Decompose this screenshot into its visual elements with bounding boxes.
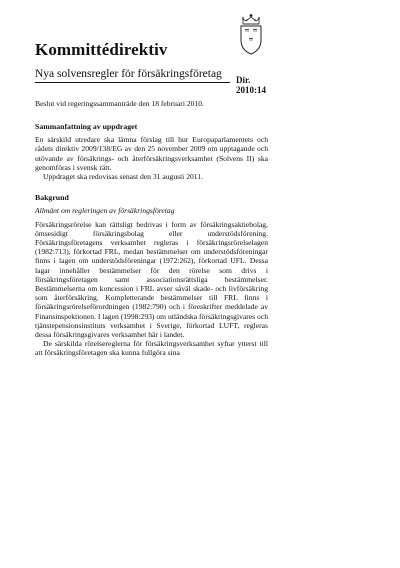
background-paragraph: De särskilda rörelsereglerna för försäkringsverksamhet syftar ytterst till att försäkringsföretagen ska kunna fullgöra sina [35,339,268,358]
title-rule [35,82,230,83]
summary-paragraph: Uppdraget ska redovisas senast den 31 augusti 2011. [43,172,203,182]
directive-number: 2010:14 [236,85,266,95]
swedish-coat-of-arms-icon [236,12,266,58]
summary-heading: Sammanfattning av uppdraget [35,122,138,131]
background-section [35,193,268,357]
background-heading: Bakgrund [35,193,69,203]
directive-label: Dir. [236,75,251,85]
summary-paragraph: En särskild utredare ska lämna förslag till hur Europaparlamentets och rådets direktiv 2009/138/EG av den 25 november 2009 om upptagande och utövande av försäkrings- och återförsäkringsverksamhet (Solvens II) ska genomföras i svensk rätt. [35,135,268,172]
background-paragraph: Försäkringsrörelse kan rättsligt bedrivas i form av försäkringsaktiebolag, ömsesidigt försäkringsbolag eller understödsförening. Försäkringsföretagens verksamhet regleras i försäkringsrörelselagen (1982:713), förkortad FRL, medan bestämmelser om understödsföreningar finns i lagen om understödsföreningar (1972:262), förkortad UFL. Dessa lagar innehåller bestämmelser för den rörelse som drivs i försäkringsföretagen samt associationsrättsliga bestämmelser. Bestämmelserna om koncession i FRL avser såväl skade- och livförsäkring som återförsäkring. Kompletterande bestämmelser till FRL finns i försäkringsrörelseförordningen (1982:790) och i föreskrifter meddelade av Finansinspektionen. I lagen (1998:293) om utländska försäkringsgivares och tjänstepensionsinstituts verksamhet i Sverige, förkortad LUFT, regleras dessa försäkringsgivares verksamhet här i landet. [35,219,268,340]
page-subtitle: Nya solvensregler för försäkringsföretag [35,68,222,80]
decision-line: Beslut vid regeringssammanträde den 18 februari 2010. [35,99,204,108]
directive-number-box [236,75,268,95]
summary-section [35,122,268,181]
page-title: Kommittédirektiv [35,40,168,59]
background-subheading: Allmänt om regleringen av försäkringsföretag [35,206,175,216]
document-body [35,122,268,358]
